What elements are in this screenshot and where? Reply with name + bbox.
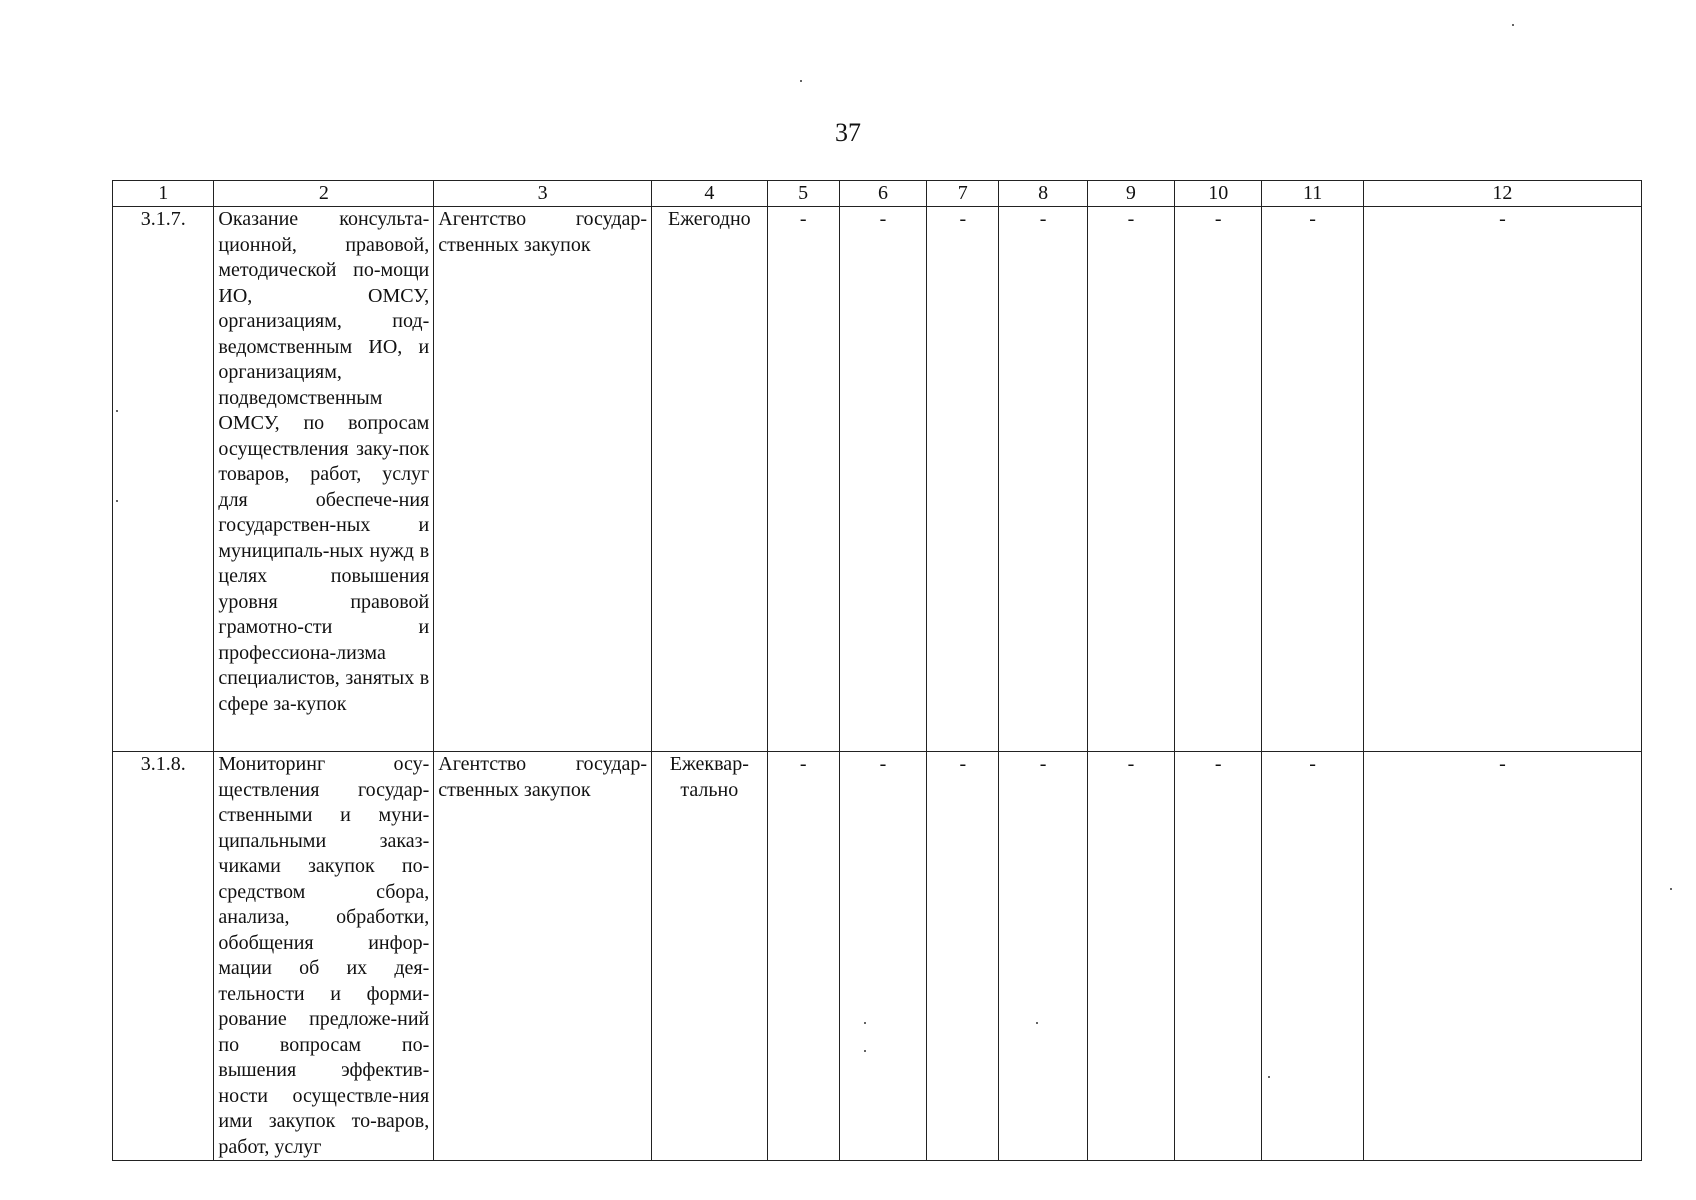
row-term: Ежеквар-тально xyxy=(652,752,767,1161)
column-header: 10 xyxy=(1175,181,1262,207)
column-header: 12 xyxy=(1363,181,1641,207)
row-value: - xyxy=(767,207,839,752)
column-header: 2 xyxy=(214,181,434,207)
scan-speck xyxy=(1670,888,1672,890)
row-term: Ежегодно xyxy=(652,207,767,752)
table-header-row xyxy=(113,181,1642,207)
table-row xyxy=(113,752,1642,1161)
row-description: Оказание консульта-ционной, правовой, методической по-мощи ИО, ОМСУ, организациям, под-ведомственным ИО, и организациям, подведомственным ОМСУ, по вопросам осуществления заку-пок товаров, работ, услуг для обеспече-ния государствен-ных и муниципаль-ных нужд в целях повышения уровня правовой грамотно-сти и профессиона-лизма специалистов, занятых в сфере за-купок xyxy=(214,207,434,752)
row-number: 3.1.7. xyxy=(113,207,214,752)
row-value: - xyxy=(1262,207,1363,752)
page-number: 37 xyxy=(835,118,861,147)
row-value: - xyxy=(999,207,1087,752)
row-description: Мониторинг осу-ществления государ-ственными и муни-ципальными заказ-чиками закупок по-средством сбора, анализа, обработки, обобщения инфор-мации об их дея-тельности и форми-рование предложе-ний по вопросам по-вышения эффектив-ности осуществле-ния ими закупок то-варов, работ, услуг xyxy=(214,752,434,1161)
column-header: 11 xyxy=(1262,181,1363,207)
scan-speck xyxy=(1512,24,1514,26)
row-number: 3.1.8. xyxy=(113,752,214,1161)
row-value: - xyxy=(1363,207,1641,752)
row-value: - xyxy=(1175,207,1262,752)
row-value: - xyxy=(767,752,839,1161)
column-header: 8 xyxy=(999,181,1087,207)
row-value: - xyxy=(927,752,999,1161)
row-executor: Агентство государ-ственных закупок xyxy=(434,752,652,1161)
row-value: - xyxy=(927,207,999,752)
column-header: 4 xyxy=(652,181,767,207)
row-value: - xyxy=(1087,752,1174,1161)
column-header: 6 xyxy=(839,181,926,207)
row-value: - xyxy=(999,752,1087,1161)
row-value: - xyxy=(1175,752,1262,1161)
column-header: 3 xyxy=(434,181,652,207)
column-header: 5 xyxy=(767,181,839,207)
row-value: - xyxy=(839,207,926,752)
plan-table xyxy=(112,180,1642,1161)
row-value: - xyxy=(1363,752,1641,1161)
scan-speck xyxy=(800,80,802,82)
column-header: 1 xyxy=(113,181,214,207)
table-row xyxy=(113,207,1642,752)
row-executor: Агентство государ-ственных закупок xyxy=(434,207,652,752)
row-value: - xyxy=(1087,207,1174,752)
row-value: - xyxy=(1262,752,1363,1161)
column-header: 7 xyxy=(927,181,999,207)
column-header: 9 xyxy=(1087,181,1174,207)
row-value: - xyxy=(839,752,926,1161)
